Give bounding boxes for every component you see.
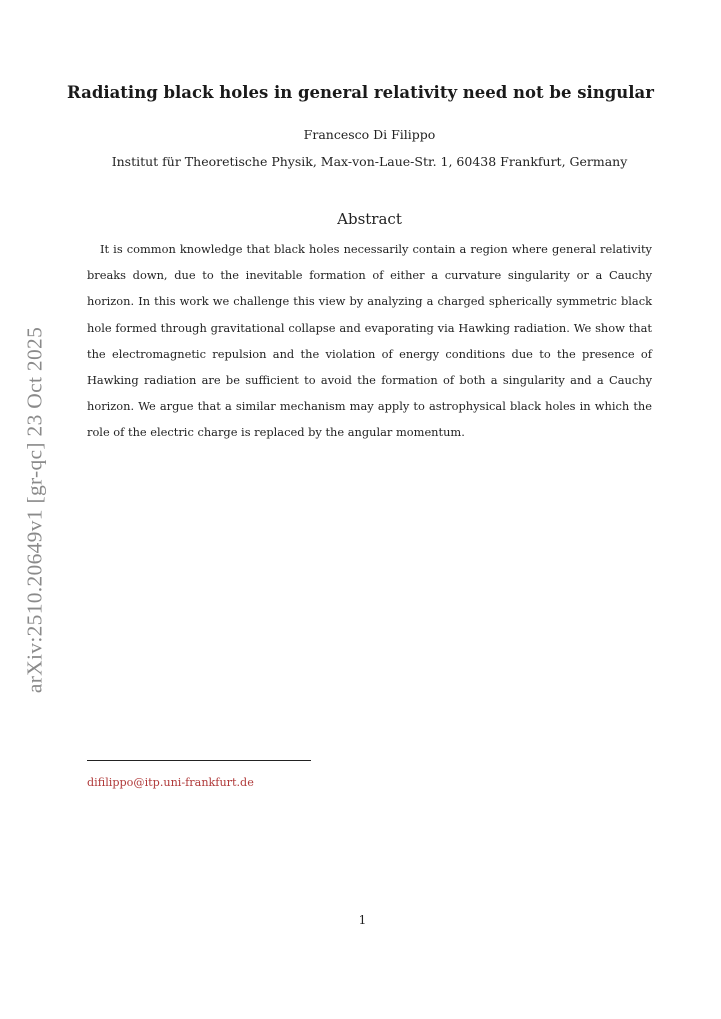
paper-title: Radiating black holes in general relativity need not be singular — [67, 83, 654, 102]
author-name: Francesco Di Filippo — [303, 127, 436, 142]
author-email-link[interactable]: difilippo@itp.uni-frankfurt.de — [87, 776, 254, 789]
arxiv-identifier-stamp: arXiv:2510.20649v1 [gr-qc] 23 Oct 2025 — [22, 326, 47, 694]
page-number: 1 — [358, 913, 367, 927]
author-affiliation: Institut für Theoretische Physik, Max-von-Laue-Str. 1, 60438 Frankfurt, Germany — [111, 154, 628, 169]
footnote-divider — [87, 760, 311, 761]
abstract-heading: Abstract — [337, 210, 402, 228]
abstract-text: It is common knowledge that black holes necessarily contain a region where general relativity breaks down, due to the inevitable formation of either a curvature singularity or a Cauchy horizon. In this work we challenge this view by analyzing a charged spherically symmetric black hole formed through gravitational collapse and evaporating via Hawking radiation. We show that the electromagnetic repulsion and the violation of energy conditions due to the presence of Hawking radiation are be sufficient to avoid the formation of both a singularity and a Cauchy horizon. We argue that a similar mechanism may apply to astrophysical black holes in which the role of the electric charge is replaced by the angular momentum. — [87, 242, 652, 440]
